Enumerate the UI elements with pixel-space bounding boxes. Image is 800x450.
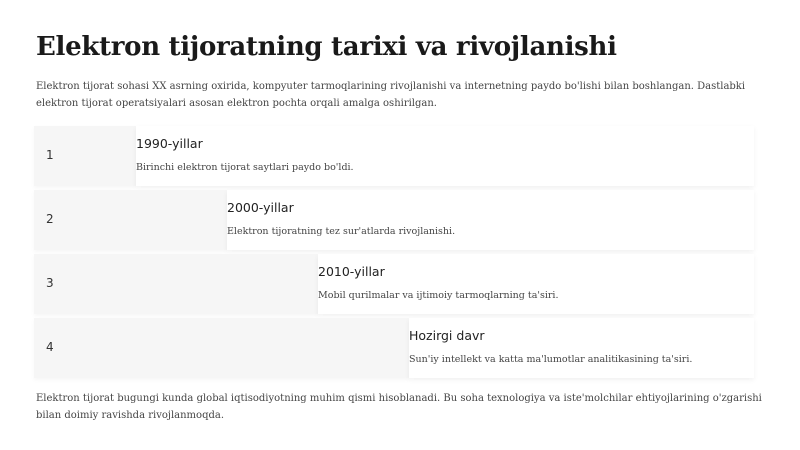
step-text: Mobil qurilmalar va ijtimoiy tarmoqlarning ta'siri.	[318, 290, 559, 301]
step-number: 2	[46, 212, 54, 226]
step-text: Birinchi elektron tijorat saytlari paydo bo'ldi.	[136, 162, 354, 173]
step-content	[227, 190, 754, 250]
intro-paragraph: Elektron tijorat sohasi XX asrning oxirida, kompyuter tarmoqlarining rivojlanishi va internetning paydo bo'lishi bilan boshlangan. Dastlabki elektron tijorat operatsiyalari asosan elektron pochta orqali amalga oshirilgan.	[36, 81, 746, 109]
step-heading: 2010-yillar	[318, 264, 385, 279]
step-content	[136, 126, 754, 186]
timeline-step	[34, 126, 754, 186]
timeline-step	[34, 318, 754, 378]
timeline-step	[34, 190, 754, 250]
step-number-box	[34, 190, 227, 250]
timeline	[34, 126, 754, 376]
step-number: 4	[46, 340, 54, 354]
step-text: Sun'iy intellekt va katta ma'lumotlar analitikasining ta'siri.	[409, 354, 693, 365]
step-number-box	[34, 318, 409, 378]
step-heading: 2000-yillar	[227, 200, 294, 215]
step-number: 1	[46, 148, 54, 162]
step-number: 3	[46, 276, 54, 290]
outro-paragraph: Elektron tijorat bugungi kunda global iqtisodiyotning muhim qismi hisoblanadi. Bu soha texnologiya va iste'molchilar ehtiyojlarining o'zgarishi bilan doimiy ravishda rivojlanmoqda.	[36, 393, 762, 421]
page-title: Elektron tijoratning tarixi va rivojlanishi	[36, 32, 617, 62]
step-content	[318, 254, 754, 314]
step-text: Elektron tijoratning tez sur'atlarda rivojlanishi.	[227, 226, 456, 237]
step-number-box	[34, 126, 136, 186]
timeline-step	[34, 254, 754, 314]
step-number-box	[34, 254, 318, 314]
step-content	[409, 318, 754, 378]
step-heading: Hozirgi davr	[409, 328, 485, 343]
step-heading: 1990-yillar	[136, 136, 203, 151]
